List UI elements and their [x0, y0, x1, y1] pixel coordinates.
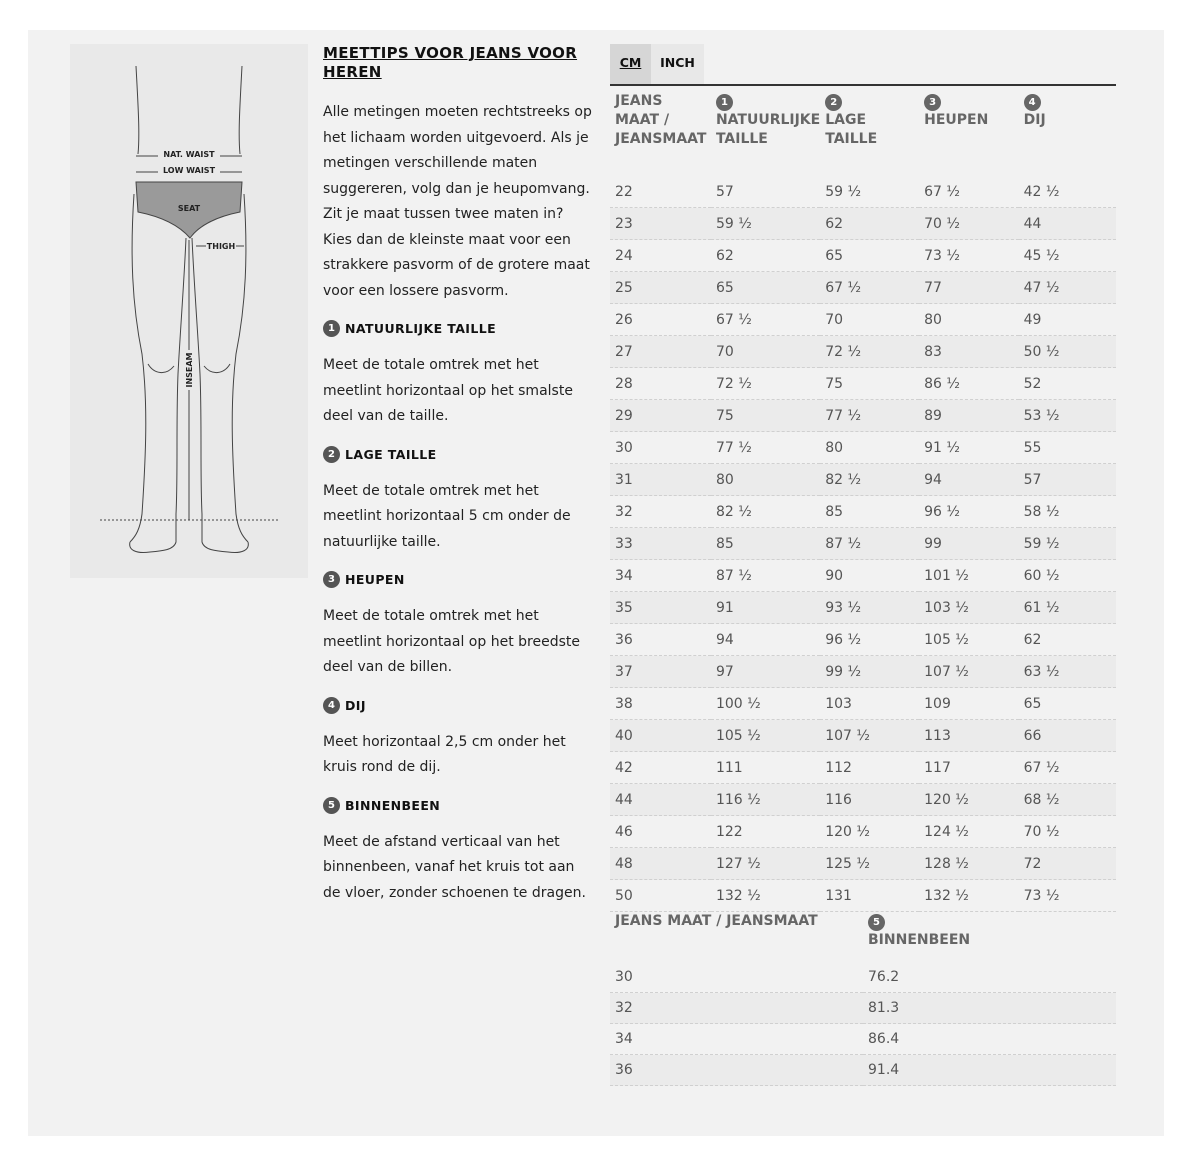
tip-heading	[323, 797, 595, 814]
table-cell: 48	[610, 848, 711, 880]
table-cell: 67 ½	[919, 176, 1019, 208]
table-row	[610, 368, 1116, 400]
table-cell: 120 ½	[820, 816, 919, 848]
table-row	[610, 784, 1116, 816]
table-row	[610, 528, 1116, 560]
table-cell: 107 ½	[919, 656, 1019, 688]
table-cell: 85	[711, 528, 820, 560]
table-row	[610, 176, 1116, 208]
table-cell: 109	[919, 688, 1019, 720]
inseam-table	[610, 912, 1116, 1086]
tip-text: Meet de totale omtrek met het meetlint horizontaal op het smalste deel van de taille.	[323, 357, 573, 424]
table-cell: 40	[610, 720, 711, 752]
tip-text: Meet horizontaal 2,5 cm onder het kruis rond de dij.	[323, 733, 566, 775]
table-cell: 52	[1019, 368, 1116, 400]
table-cell: 63 ½	[1019, 656, 1116, 688]
number-badge-icon: 5	[868, 914, 885, 931]
table-cell: 75	[711, 400, 820, 432]
table-cell: 65	[1019, 688, 1116, 720]
size-table	[610, 92, 1116, 912]
number-badge-icon: 1	[323, 320, 340, 337]
table-cell: 97	[711, 656, 820, 688]
table-cell: 81.3	[863, 993, 1116, 1024]
table-cell: 50 ½	[1019, 336, 1116, 368]
table-cell: 116 ½	[711, 784, 820, 816]
seat-label: SEAT	[177, 204, 201, 213]
table-cell: 35	[610, 592, 711, 624]
table-cell: 58 ½	[1019, 496, 1116, 528]
table-cell: 75	[820, 368, 919, 400]
table-cell: 24	[610, 240, 711, 272]
body-outline-illustration	[70, 44, 308, 578]
number-badge-icon: 3	[323, 571, 340, 588]
table-cell: 87 ½	[820, 528, 919, 560]
table-cell: 23	[610, 208, 711, 240]
table-cell: 86 ½	[919, 368, 1019, 400]
nat-waist-label: NAT. WAIST	[163, 150, 215, 159]
table-row	[610, 1055, 1116, 1086]
column-header	[863, 912, 1116, 962]
table-cell: 68 ½	[1019, 784, 1116, 816]
table-cell: 132 ½	[919, 880, 1019, 912]
column-header-label: DIJ	[1023, 112, 1046, 128]
table-cell: 37	[610, 656, 711, 688]
column-header	[820, 92, 919, 176]
number-badge-icon: 4	[1024, 94, 1041, 111]
table-cell: 94	[711, 624, 820, 656]
column-header-label: JEANS MAAT / JEANSMAAT	[615, 913, 818, 929]
table-cell: 76.2	[863, 962, 1116, 993]
table-row	[610, 400, 1116, 432]
number-badge-icon: 1	[716, 94, 733, 111]
table-cell: 38	[610, 688, 711, 720]
table-row	[610, 720, 1116, 752]
tip-heading	[323, 320, 595, 337]
table-cell: 111	[711, 752, 820, 784]
table-cell: 131	[820, 880, 919, 912]
table-row	[610, 304, 1116, 336]
table-cell: 77	[919, 272, 1019, 304]
table-row	[610, 560, 1116, 592]
column-header	[610, 92, 711, 176]
table-cell: 85	[820, 496, 919, 528]
table-cell: 67 ½	[711, 304, 820, 336]
tip-title: NATUURLIJKE TAILLE	[345, 321, 497, 336]
table-cell: 116	[820, 784, 919, 816]
table-cell: 57	[1019, 464, 1116, 496]
table-cell: 87 ½	[711, 560, 820, 592]
column-header	[711, 92, 820, 176]
table-cell: 62	[820, 208, 919, 240]
table-cell: 27	[610, 336, 711, 368]
column-header-label: LAGE TAILLE	[825, 112, 878, 147]
table-cell: 113	[919, 720, 1019, 752]
tip-title: BINNENBEEN	[345, 797, 441, 813]
column-header	[1019, 92, 1116, 176]
tip-heading	[323, 446, 595, 463]
table-cell: 22	[610, 176, 711, 208]
tab-inch[interactable]: INCH	[651, 44, 704, 84]
measurement-figure	[70, 44, 308, 578]
table-cell: 65	[820, 240, 919, 272]
table-cell: 70 ½	[919, 208, 1019, 240]
table-cell: 34	[610, 560, 711, 592]
table-row	[610, 432, 1116, 464]
number-badge-icon: 2	[825, 94, 842, 111]
table-cell: 67 ½	[1019, 752, 1116, 784]
tip-title: LAGE TAILLE	[345, 446, 437, 462]
table-cell: 32	[610, 496, 711, 528]
tip-text: Meet de afstand verticaal van het binnenbeen, vanaf het kruis tot aan de vloer, zonder schoenen te dragen.	[323, 833, 586, 901]
table-cell: 45 ½	[1019, 240, 1116, 272]
table-cell: 105 ½	[919, 624, 1019, 656]
unit-tabs	[610, 44, 1116, 86]
table-cell: 89	[919, 400, 1019, 432]
table-cell: 72 ½	[820, 336, 919, 368]
table-cell: 127 ½	[711, 848, 820, 880]
table-cell: 105 ½	[711, 720, 820, 752]
table-cell: 124 ½	[919, 816, 1019, 848]
table-cell: 82 ½	[711, 496, 820, 528]
table-cell: 96 ½	[820, 624, 919, 656]
table-cell: 42	[610, 752, 711, 784]
table-cell: 100 ½	[711, 688, 820, 720]
table-row	[610, 816, 1116, 848]
inseam-label: INSEAM	[185, 352, 194, 388]
table-cell: 117	[919, 752, 1019, 784]
tip-heading	[323, 571, 595, 588]
tip-text: Meet de totale omtrek met het meetlint horizontaal op het breedste deel van de billen.	[323, 608, 580, 675]
column-header	[610, 912, 863, 962]
table-cell: 59 ½	[1019, 528, 1116, 560]
table-cell: 96 ½	[919, 496, 1019, 528]
table-row	[610, 208, 1116, 240]
table-row	[610, 464, 1116, 496]
table-row	[610, 1024, 1116, 1055]
tip-heading	[323, 697, 595, 714]
table-cell: 99 ½	[820, 656, 919, 688]
table-cell: 80	[919, 304, 1019, 336]
table-cell: 77 ½	[711, 432, 820, 464]
table-row	[610, 752, 1116, 784]
table-cell: 80	[820, 432, 919, 464]
table-cell: 55	[1019, 432, 1116, 464]
table-cell: 112	[820, 752, 919, 784]
measuring-tips	[323, 44, 595, 906]
table-row	[610, 656, 1116, 688]
table-cell: 122	[711, 816, 820, 848]
number-badge-icon: 5	[323, 797, 340, 814]
table-cell: 53 ½	[1019, 400, 1116, 432]
table-cell: 59 ½	[820, 176, 919, 208]
table-row	[610, 993, 1116, 1024]
table-cell: 34	[610, 1024, 863, 1055]
table-cell: 61 ½	[1019, 592, 1116, 624]
table-cell: 91	[711, 592, 820, 624]
table-cell: 120 ½	[919, 784, 1019, 816]
table-cell: 103 ½	[919, 592, 1019, 624]
table-cell: 36	[610, 624, 711, 656]
table-cell: 50	[610, 880, 711, 912]
table-cell: 47 ½	[1019, 272, 1116, 304]
table-cell: 60 ½	[1019, 560, 1116, 592]
column-header-label: HEUPEN	[924, 112, 989, 128]
table-row	[610, 962, 1116, 993]
table-cell: 46	[610, 816, 711, 848]
table-cell: 44	[1019, 208, 1116, 240]
table-cell: 36	[610, 1055, 863, 1086]
table-cell: 66	[1019, 720, 1116, 752]
tip-title: HEUPEN	[345, 572, 405, 587]
tips-intro: Alle metingen moeten rechtstreeks op het lichaam worden uitgevoerd. Als je metingen verschillende maten suggereren, volg dan je heupomvang. Zit je maat tussen twee maten in? Kies dan de kleinste maat voor een strakkere pasvorm of de grotere maat voor een lossere pasvorm.	[323, 104, 592, 299]
table-cell: 26	[610, 304, 711, 336]
table-cell: 72 ½	[711, 368, 820, 400]
table-cell: 33	[610, 528, 711, 560]
table-cell: 31	[610, 464, 711, 496]
table-row	[610, 688, 1116, 720]
table-cell: 94	[919, 464, 1019, 496]
table-cell: 30	[610, 962, 863, 993]
column-header-label: BINNENBEEN	[868, 932, 971, 948]
thigh-label: THIGH	[206, 242, 236, 251]
table-cell: 125 ½	[820, 848, 919, 880]
table-cell: 99	[919, 528, 1019, 560]
table-cell: 107 ½	[820, 720, 919, 752]
table-cell: 91.4	[863, 1055, 1116, 1086]
table-cell: 90	[820, 560, 919, 592]
table-cell: 59 ½	[711, 208, 820, 240]
table-cell: 91 ½	[919, 432, 1019, 464]
table-row	[610, 624, 1116, 656]
table-cell: 82 ½	[820, 464, 919, 496]
table-row	[610, 848, 1116, 880]
number-badge-icon: 3	[924, 94, 941, 111]
table-cell: 77 ½	[820, 400, 919, 432]
table-cell: 28	[610, 368, 711, 400]
column-header-label: JEANS MAAT / JEANSMAAT	[615, 93, 707, 147]
table-cell: 70 ½	[1019, 816, 1116, 848]
table-cell: 83	[919, 336, 1019, 368]
table-cell: 44	[610, 784, 711, 816]
table-row	[610, 336, 1116, 368]
table-cell: 30	[610, 432, 711, 464]
table-cell: 72	[1019, 848, 1116, 880]
table-row	[610, 240, 1116, 272]
table-cell: 32	[610, 993, 863, 1024]
table-cell: 49	[1019, 304, 1116, 336]
column-header-label: NATUURLIJKE TAILLE	[715, 112, 821, 147]
tab-cm[interactable]: CM	[610, 44, 651, 84]
table-row	[610, 880, 1116, 912]
table-cell: 42 ½	[1019, 176, 1116, 208]
table-row	[610, 272, 1116, 304]
table-cell: 86.4	[863, 1024, 1116, 1055]
table-row	[610, 496, 1116, 528]
tips-title: MEETTIPS VOOR JEANS VOOR HEREN	[323, 44, 578, 81]
table-cell: 25	[610, 272, 711, 304]
table-cell: 29	[610, 400, 711, 432]
tip-text: Meet de totale omtrek met het meetlint horizontaal 5 cm onder de natuurlijke taille.	[323, 482, 571, 550]
number-badge-icon: 4	[323, 697, 340, 714]
table-cell: 57	[711, 176, 820, 208]
table-cell: 128 ½	[919, 848, 1019, 880]
table-cell: 73 ½	[919, 240, 1019, 272]
table-cell: 67 ½	[820, 272, 919, 304]
table-row	[610, 592, 1116, 624]
number-badge-icon: 2	[323, 446, 340, 463]
table-cell: 132 ½	[711, 880, 820, 912]
table-cell: 65	[711, 272, 820, 304]
column-header	[919, 92, 1019, 176]
table-cell: 101 ½	[919, 560, 1019, 592]
table-cell: 103	[820, 688, 919, 720]
table-cell: 73 ½	[1019, 880, 1116, 912]
table-cell: 93 ½	[820, 592, 919, 624]
low-waist-label: LOW WAIST	[162, 166, 216, 175]
table-cell: 70	[820, 304, 919, 336]
table-cell: 62	[1019, 624, 1116, 656]
table-cell: 62	[711, 240, 820, 272]
table-cell: 80	[711, 464, 820, 496]
tip-title: DIJ	[345, 697, 366, 713]
table-cell: 70	[711, 336, 820, 368]
